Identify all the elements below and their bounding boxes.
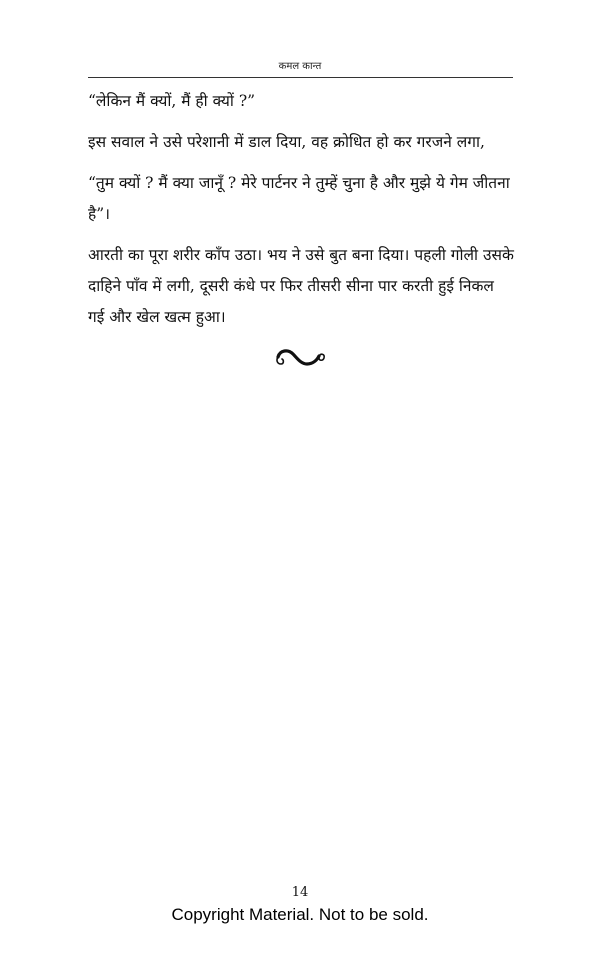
body-text	[88, 86, 514, 343]
paragraph-2: इस सवाल ने उसे परेशानी में डाल दिया, वह क्रोधित हो कर गरजने लगा,	[88, 133, 485, 151]
section-ornament	[0, 344, 600, 380]
paragraph-3: “तुम क्यों ? मैं क्या जानूँ ? मेरे पार्टनर ने तुम्हें चुना है और मुझे ये गेम जीतना है”।	[88, 174, 510, 223]
header-rule	[88, 77, 513, 78]
swash-ornament-icon	[272, 344, 328, 374]
paragraph-4: आरती का पूरा शरीर काँप उठा। भय ने उसे बुत बना दिया। पहली गोली उसके दाहिने पाँव में लगी, दूसरी कंधे पर फिर तीसरी सीना पार करती हुई निकल गई और खेल खत्म हुआ।	[88, 246, 514, 326]
copyright-notice: Copyright Material. Not to be sold.	[171, 905, 429, 924]
paragraph-1: “लेकिन मैं क्यों, मैं ही क्यों ?”	[88, 92, 256, 110]
page-number: 14	[291, 885, 309, 900]
running-head: कमल कान्त	[278, 61, 322, 72]
